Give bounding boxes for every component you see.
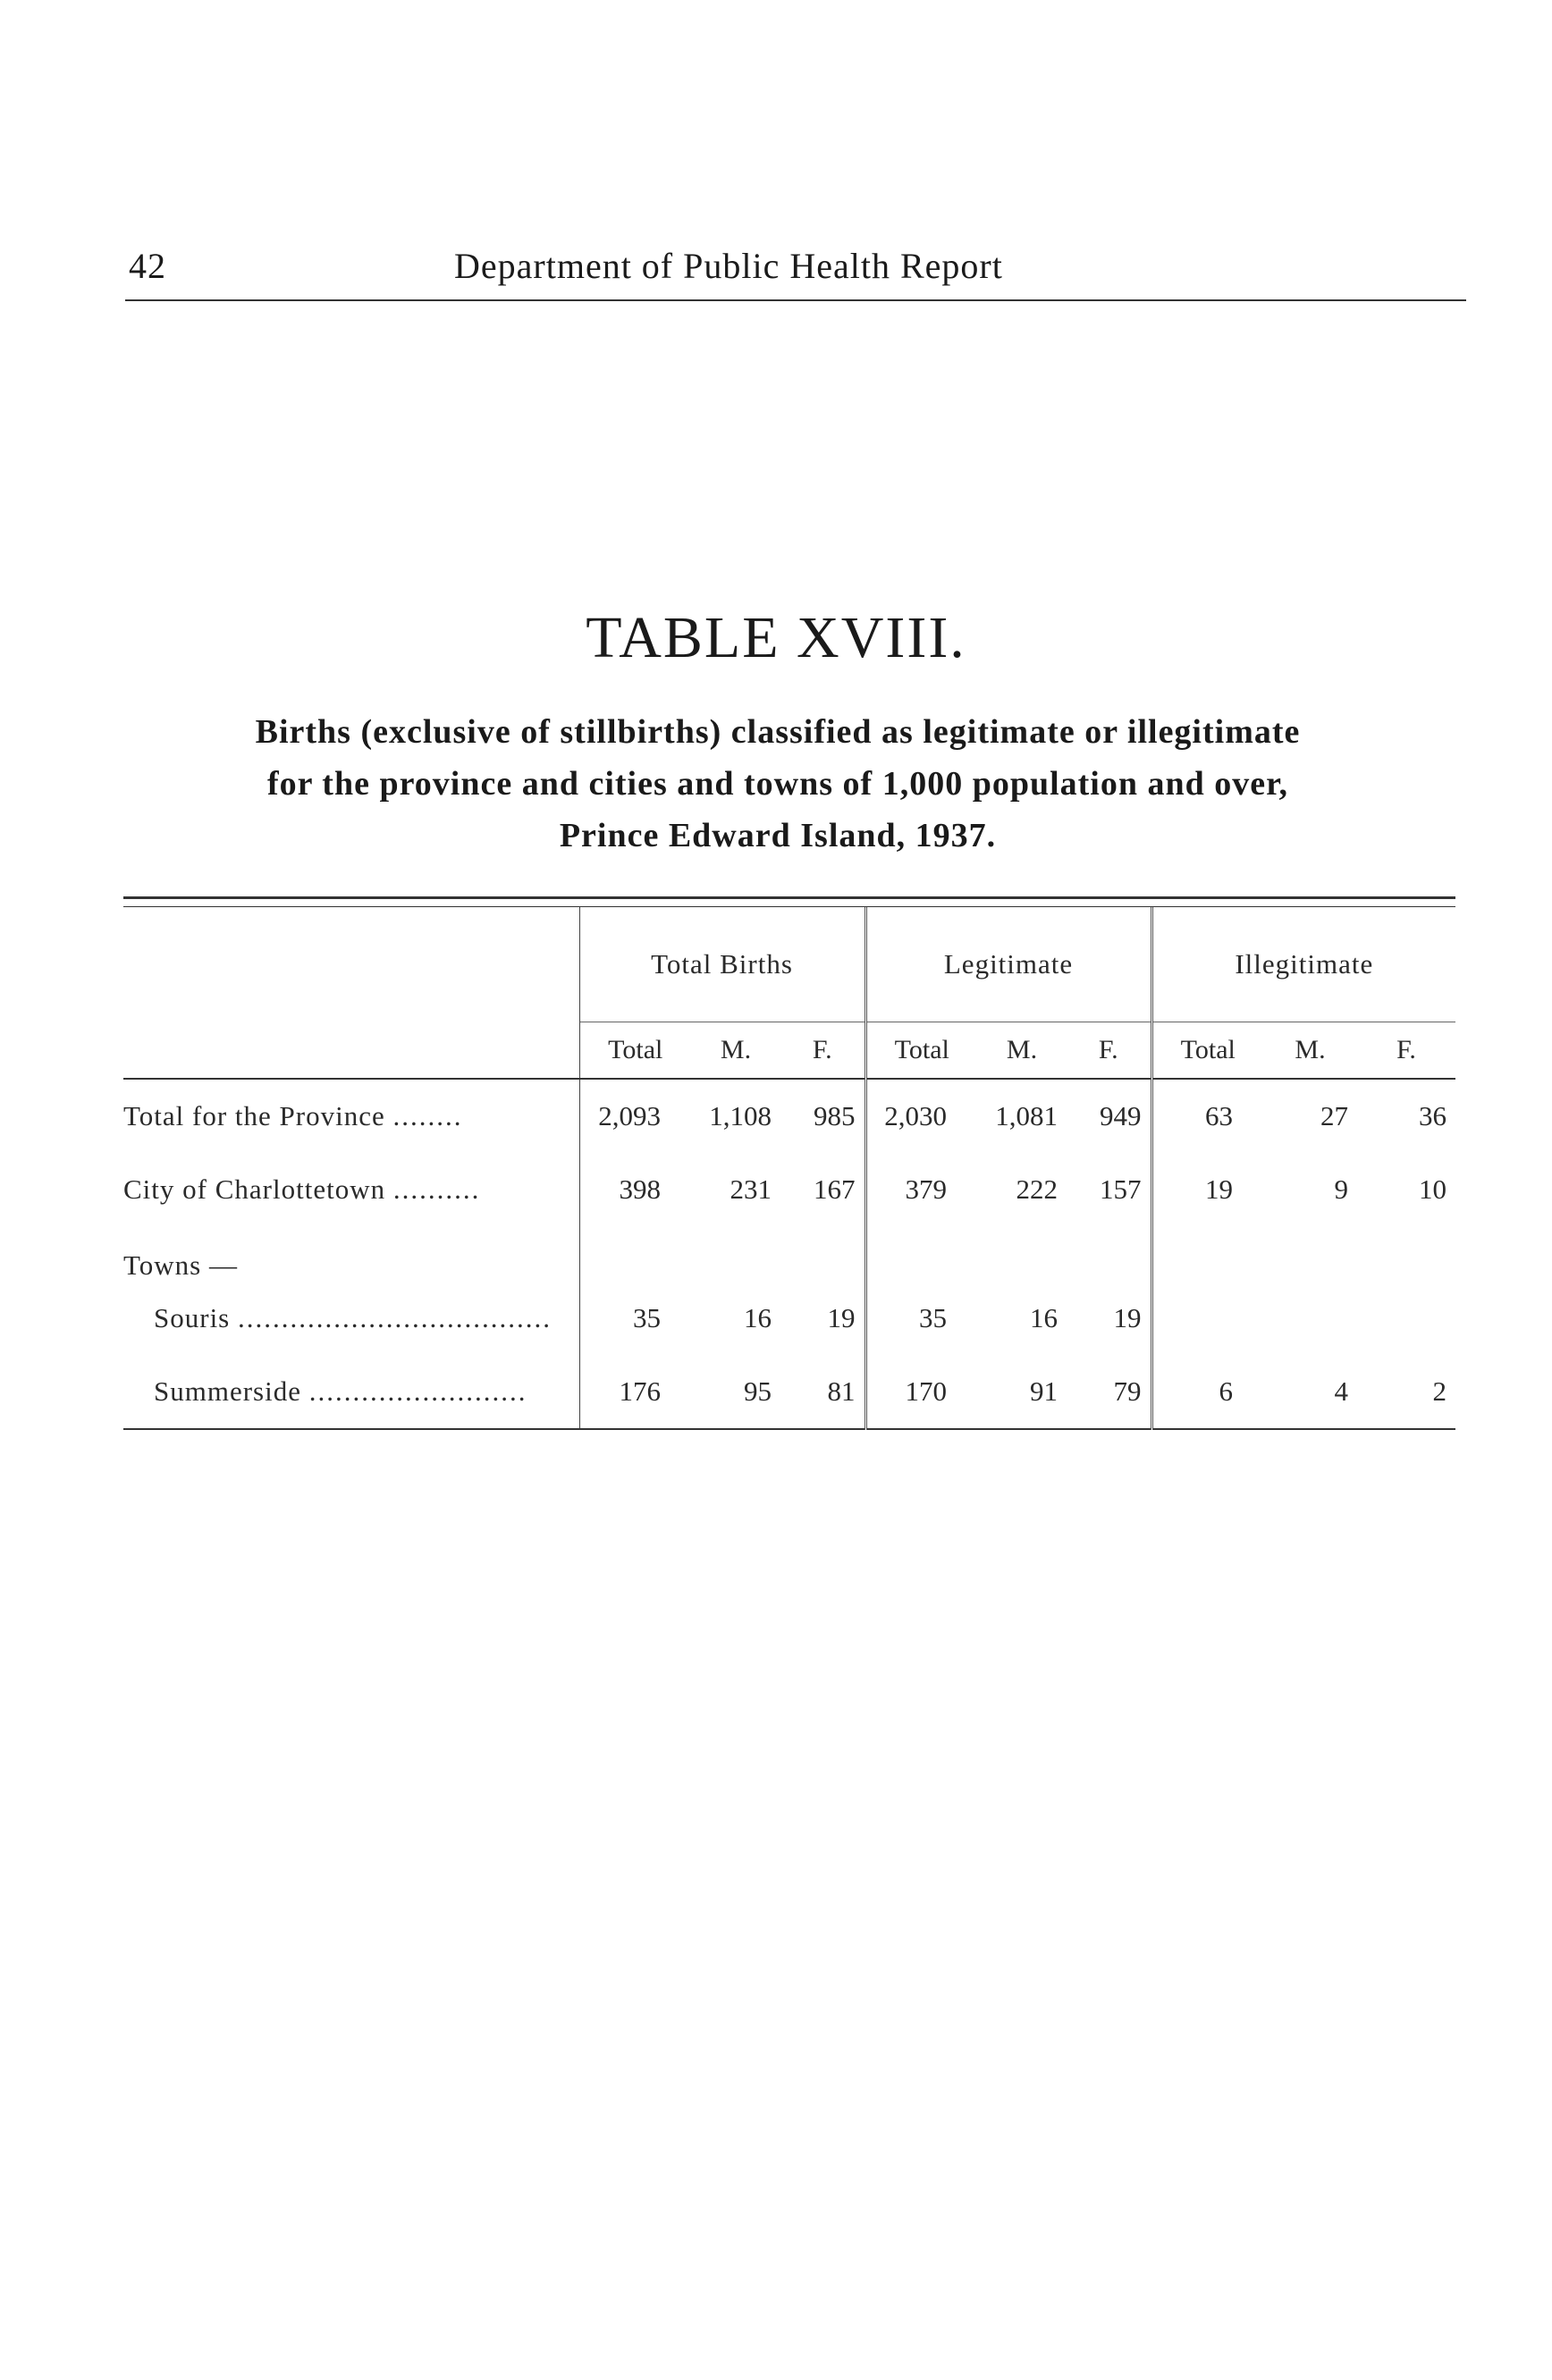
- cell-legitimate-m: 91: [977, 1355, 1067, 1429]
- cell-total-births-f: 19: [827, 1302, 856, 1333]
- row-label-text: City of Charlottetown: [123, 1173, 386, 1205]
- running-title: Department of Public Health Report: [454, 246, 1003, 286]
- cell-empty: [1067, 1226, 1151, 1282]
- cell-illegitimate-total: 19: [1151, 1153, 1263, 1226]
- cell-empty: [1357, 1226, 1455, 1282]
- cell-total-births-total: 35: [633, 1302, 661, 1333]
- cell-total-births-total: 176: [579, 1355, 691, 1429]
- row-label: [123, 1079, 579, 1153]
- cell-legitimate-total: 379: [865, 1153, 977, 1226]
- cell-illegitimate-total: 63: [1151, 1079, 1263, 1153]
- row-label-text: Souris: [154, 1302, 231, 1333]
- row-label: [123, 1355, 579, 1429]
- cell-legitimate-f: 157: [1100, 1173, 1142, 1205]
- table-row: [123, 1226, 1455, 1282]
- cell-illegitimate-total: [1151, 1282, 1263, 1355]
- cell-illegitimate-f: 10: [1419, 1173, 1447, 1205]
- cell-illegitimate-m: 9: [1334, 1173, 1349, 1205]
- cell-legitimate-m: 1,081: [995, 1100, 1059, 1131]
- subheader-total: Total: [579, 1022, 691, 1080]
- page-number: 42: [129, 246, 166, 286]
- cell-legitimate-m: 16: [1030, 1302, 1059, 1333]
- cell-legitimate-f: 79: [1067, 1355, 1151, 1429]
- births-table: [123, 907, 1455, 1430]
- cell-total-births-m: 16: [744, 1302, 772, 1333]
- group-header-row: [123, 907, 1455, 1022]
- table-title: TABLE XVIII.: [586, 605, 966, 670]
- leader-dots: ....................................: [238, 1302, 552, 1333]
- cell-illegitimate-f: 36: [1419, 1100, 1447, 1131]
- table-row: [123, 1282, 1455, 1355]
- subheader-f: F.: [780, 1022, 865, 1080]
- caption-line-3: Prince Edward Island, 1937.: [559, 817, 997, 854]
- row-label-text: Total for the Province: [123, 1100, 385, 1131]
- cell-total-births-m: 95: [691, 1355, 780, 1429]
- cell-total-births-total: 2,093: [598, 1100, 661, 1131]
- cell-illegitimate-f: 2: [1357, 1355, 1455, 1429]
- leader-dots: .........................: [308, 1375, 527, 1407]
- table-row: [123, 1153, 1455, 1226]
- cell-illegitimate-f: [1357, 1282, 1455, 1355]
- cell-empty: [579, 1226, 691, 1282]
- cell-total-births-f: 167: [814, 1173, 856, 1205]
- cell-empty: [1263, 1226, 1357, 1282]
- cell-legitimate-m: 222: [1016, 1173, 1059, 1205]
- leader-dots: ........: [392, 1100, 463, 1131]
- subheader-total: Total: [1151, 1022, 1263, 1080]
- cell-illegitimate-m: 4: [1263, 1355, 1357, 1429]
- births-table-container: [123, 896, 1455, 1430]
- cell-legitimate-f: 949: [1100, 1100, 1142, 1131]
- subheader-m: M.: [691, 1022, 780, 1080]
- stub-subheader: [123, 1022, 579, 1080]
- cell-total-births-m: 231: [730, 1173, 772, 1205]
- group-header-illegitimate: Illegitimate: [1151, 907, 1455, 1022]
- cell-empty: [691, 1226, 780, 1282]
- table-row: [123, 1079, 1455, 1153]
- cell-empty: [977, 1226, 1067, 1282]
- stub-header: [123, 907, 579, 1022]
- subheader-m: M.: [1263, 1022, 1357, 1080]
- table-top-rule: [123, 896, 1455, 899]
- cell-legitimate-total: 35: [865, 1282, 977, 1355]
- cell-total-births-f: 81: [780, 1355, 865, 1429]
- subheader-f: F.: [1067, 1022, 1151, 1080]
- header-rule: [125, 299, 1466, 301]
- caption-line-2: for the province and cities and towns of 1,000 population and over,: [266, 765, 1289, 803]
- row-label: [123, 1226, 579, 1282]
- cell-illegitimate-m: [1263, 1282, 1357, 1355]
- row-label-text: Towns —: [123, 1249, 238, 1281]
- cell-legitimate-f: 19: [1113, 1302, 1142, 1333]
- cell-legitimate-total: 2,030: [865, 1079, 977, 1153]
- row-label-text: Summerside: [154, 1375, 301, 1407]
- table-row: [123, 1355, 1455, 1429]
- sub-header-row: [123, 1022, 1455, 1080]
- cell-empty: [865, 1226, 977, 1282]
- subheader-f: F.: [1357, 1022, 1455, 1080]
- cell-empty: [1151, 1226, 1263, 1282]
- cell-illegitimate-total: 6: [1151, 1355, 1263, 1429]
- cell-legitimate-total: 170: [865, 1355, 977, 1429]
- row-label: [123, 1282, 579, 1355]
- cell-total-births-total: 398: [619, 1173, 661, 1205]
- caption-line-1: Births (exclusive of stillbirths) classified as legitimate or illegitimate: [255, 713, 1301, 751]
- subheader-total: Total: [865, 1022, 977, 1080]
- cell-total-births-f: 985: [814, 1100, 856, 1131]
- cell-empty: [780, 1226, 865, 1282]
- cell-total-births-m: 1,108: [709, 1100, 772, 1131]
- group-header-legitimate: Legitimate: [865, 907, 1151, 1022]
- table-caption: [125, 706, 1430, 862]
- group-header-total-births: Total Births: [579, 907, 865, 1022]
- row-label: [123, 1153, 579, 1226]
- subheader-m: M.: [977, 1022, 1067, 1080]
- cell-illegitimate-m: 27: [1320, 1100, 1349, 1131]
- leader-dots: ..........: [392, 1173, 481, 1205]
